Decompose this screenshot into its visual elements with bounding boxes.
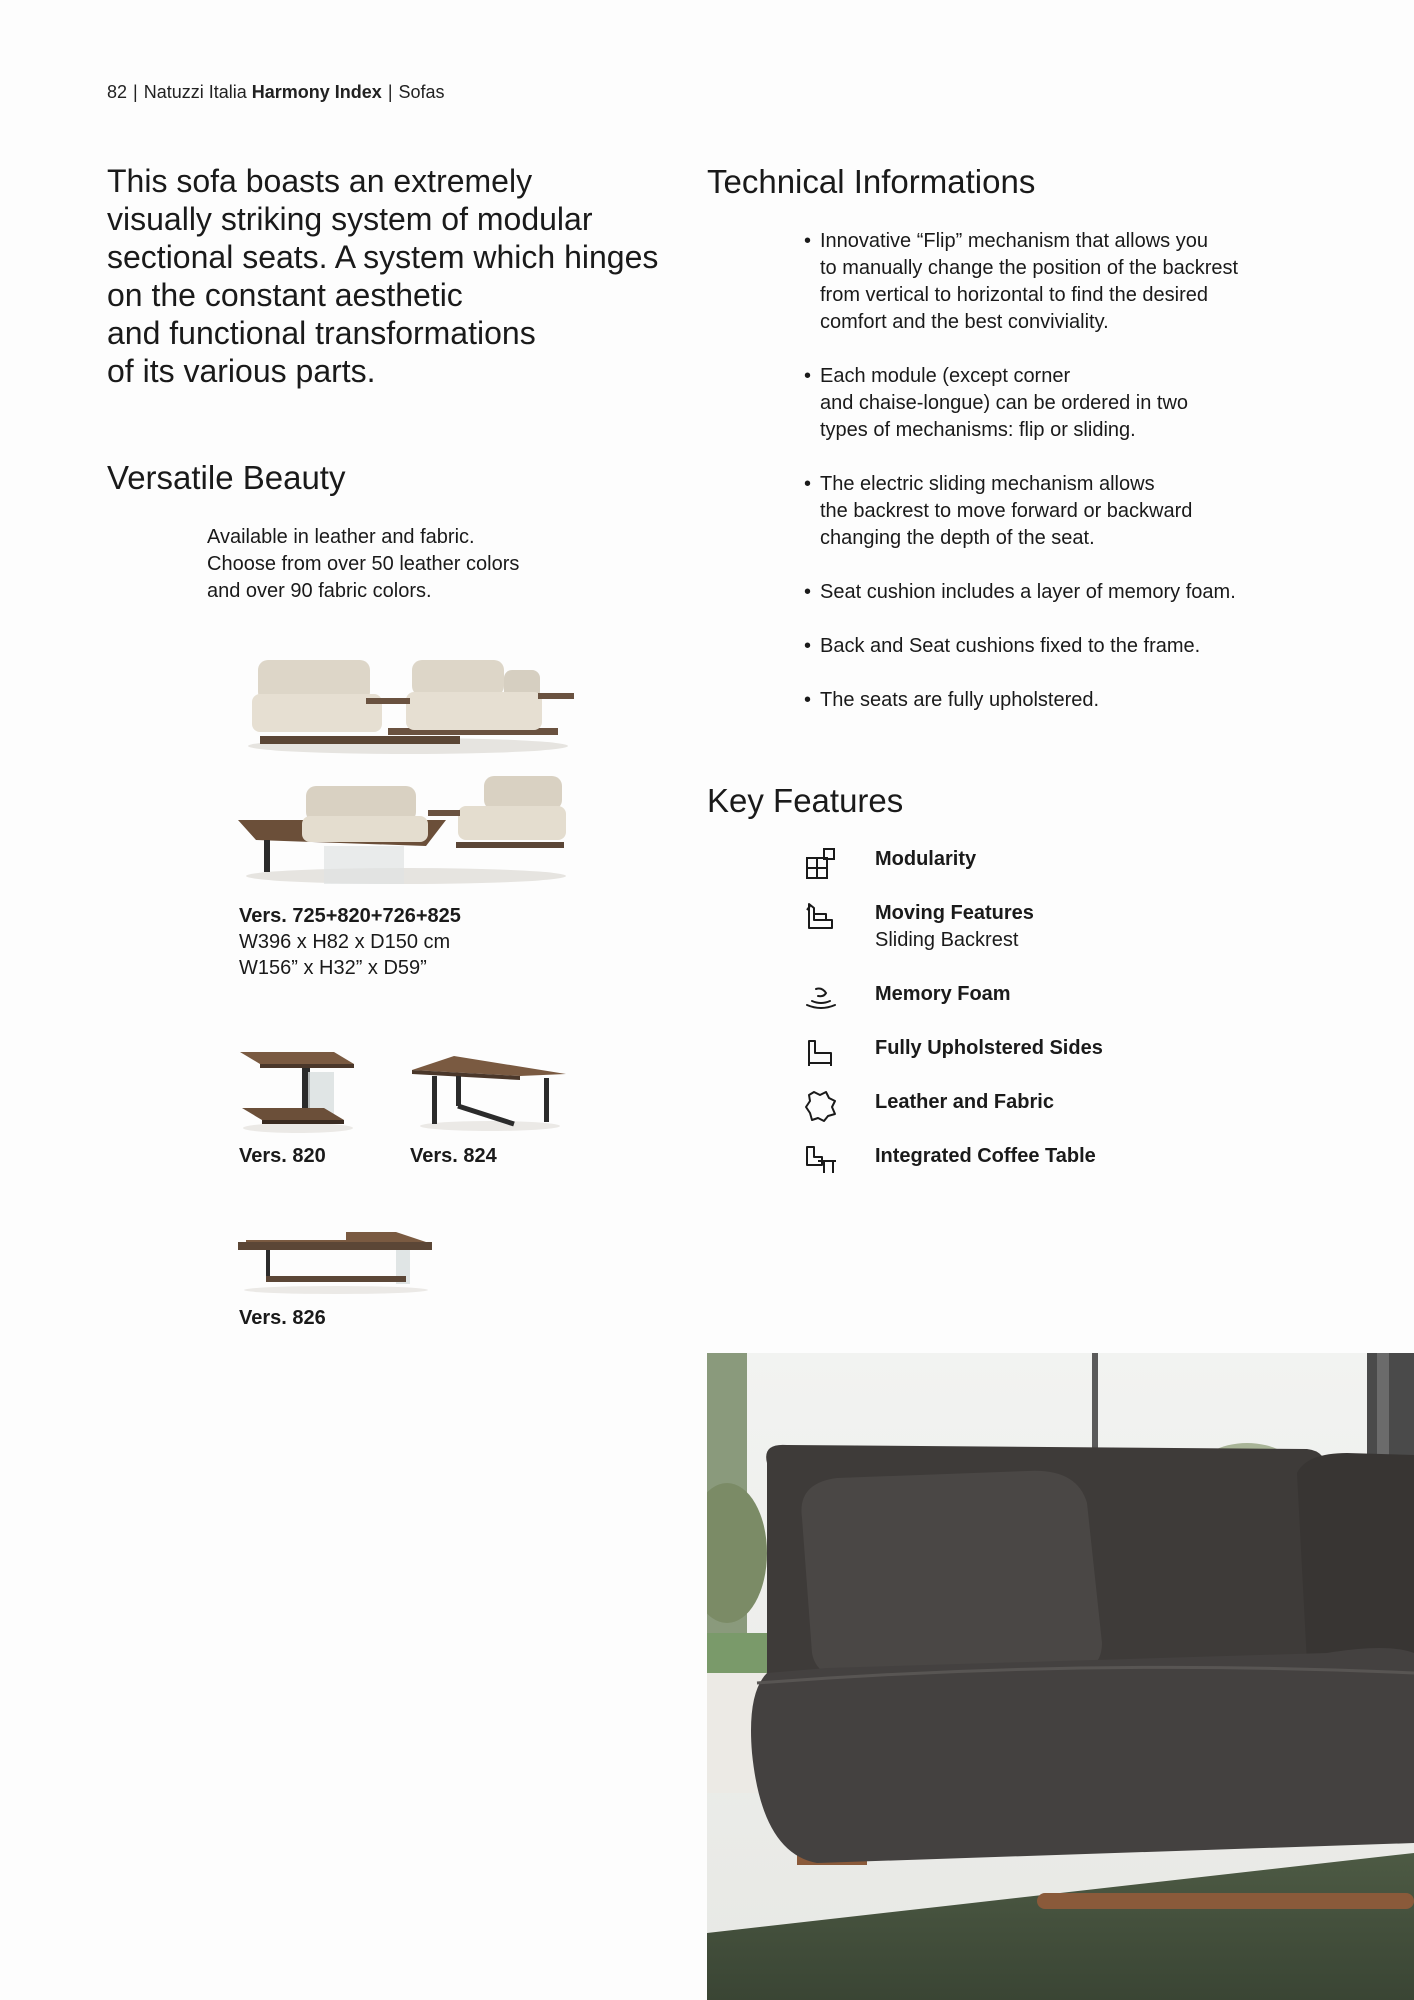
table-824-label: Vers. 824 (410, 1145, 497, 1167)
feature-label: Memory Foam (875, 983, 1011, 1005)
table-820-label: Vers. 820 (239, 1145, 326, 1167)
table-824-caption (410, 1143, 497, 1169)
technical-line: • The electric sliding mechanism allows (820, 473, 1155, 495)
technical-line: comfort and the best conviviality. (820, 311, 1109, 333)
page-number: 82 (107, 82, 128, 102)
feature-label: Moving Features (875, 902, 1034, 924)
technical-item (804, 579, 1304, 606)
main-product-dim-in: W156” x H32” x D59” (239, 957, 427, 979)
upholstered-sides-icon (804, 1035, 838, 1069)
feature-label: Integrated Coffee Table (875, 1145, 1096, 1167)
technical-item (804, 471, 1304, 552)
feature-modularity (804, 846, 1224, 880)
versatile-line: Choose from over 50 leather colors (207, 553, 520, 575)
versatile-line: and over 90 fabric colors. (207, 580, 432, 602)
technical-title: Technical Informations (707, 163, 1036, 200)
technical-item (804, 363, 1304, 444)
technical-line: from vertical to horizontal to find the desired (820, 284, 1208, 306)
intro-line: of its various parts. (107, 353, 376, 389)
key-features-title: Key Features (707, 782, 904, 819)
feature-coffee-table (804, 1143, 1224, 1177)
technical-line: to manually change the position of the backrest (820, 257, 1239, 279)
versatile-text (207, 524, 519, 605)
technical-line: • The seats are fully upholstered. (820, 689, 1100, 711)
technical-item (804, 633, 1304, 660)
section-name: Sofas (398, 82, 445, 102)
intro-line: visually striking system of modular (107, 201, 593, 237)
page-header: 82 | Natuzzi Italia Harmony Index | Sofas (107, 82, 445, 102)
technical-line: the backrest to move forward or backward (820, 500, 1193, 522)
coffee-table-icon (804, 1143, 838, 1177)
sofa-lifestyle-photo (707, 1353, 1414, 2000)
technical-item (804, 687, 1304, 714)
table-826-label: Vers. 826 (239, 1307, 326, 1329)
feature-memory-foam (804, 981, 1224, 1015)
feature-label: Modularity (875, 848, 977, 870)
index-name: Harmony Index (251, 82, 382, 102)
main-product-caption (239, 903, 461, 981)
leather-fabric-icon (804, 1089, 838, 1123)
technical-line: • Seat cushion includes a layer of memory foam. (820, 581, 1236, 603)
technical-line: • Innovative “Flip” mechanism that allows you (820, 230, 1208, 252)
technical-line: • Each module (except corner (820, 365, 1071, 387)
feature-leather-fabric (804, 1089, 1224, 1123)
sofa-front-image (238, 648, 578, 758)
feature-moving (804, 900, 1224, 954)
table-820-image (238, 1048, 358, 1134)
table-826-image (236, 1228, 436, 1296)
memory-foam-icon (804, 981, 838, 1015)
table-820-caption (239, 1143, 326, 1169)
sofa-back-image (236, 768, 576, 888)
technical-line: types of mechanisms: flip or sliding. (820, 419, 1136, 441)
moving-features-icon (804, 900, 838, 934)
technical-line: • Back and Seat cushions fixed to the frame. (820, 635, 1201, 657)
intro-text (107, 162, 697, 390)
intro-line: on the constant aesthetic (107, 277, 463, 313)
feature-upholstered (804, 1035, 1224, 1069)
technical-item (804, 228, 1304, 336)
main-product-name: Vers. 725+820+726+825 (239, 905, 461, 927)
feature-label: Fully Upholstered Sides (875, 1037, 1103, 1059)
main-product-dim-cm: W396 x H82 x D150 cm (239, 931, 451, 953)
intro-line: This sofa boasts an extremely (107, 163, 533, 199)
feature-sub: Sliding Backrest (875, 929, 1019, 951)
brand-name: Natuzzi Italia (143, 82, 247, 102)
table-824-image (410, 1052, 570, 1132)
intro-line: sectional seats. A system which hinges (107, 239, 659, 275)
technical-line: changing the depth of the seat. (820, 527, 1095, 549)
intro-line: and functional transformations (107, 315, 536, 351)
versatile-line: Available in leather and fabric. (207, 526, 475, 548)
versatile-title: Versatile Beauty (107, 459, 346, 496)
technical-line: and chaise-longue) can be ordered in two (820, 392, 1189, 414)
table-826-caption (239, 1305, 326, 1331)
feature-label: Leather and Fabric (875, 1091, 1054, 1113)
modularity-icon (804, 846, 838, 880)
technical-list (804, 228, 1304, 741)
